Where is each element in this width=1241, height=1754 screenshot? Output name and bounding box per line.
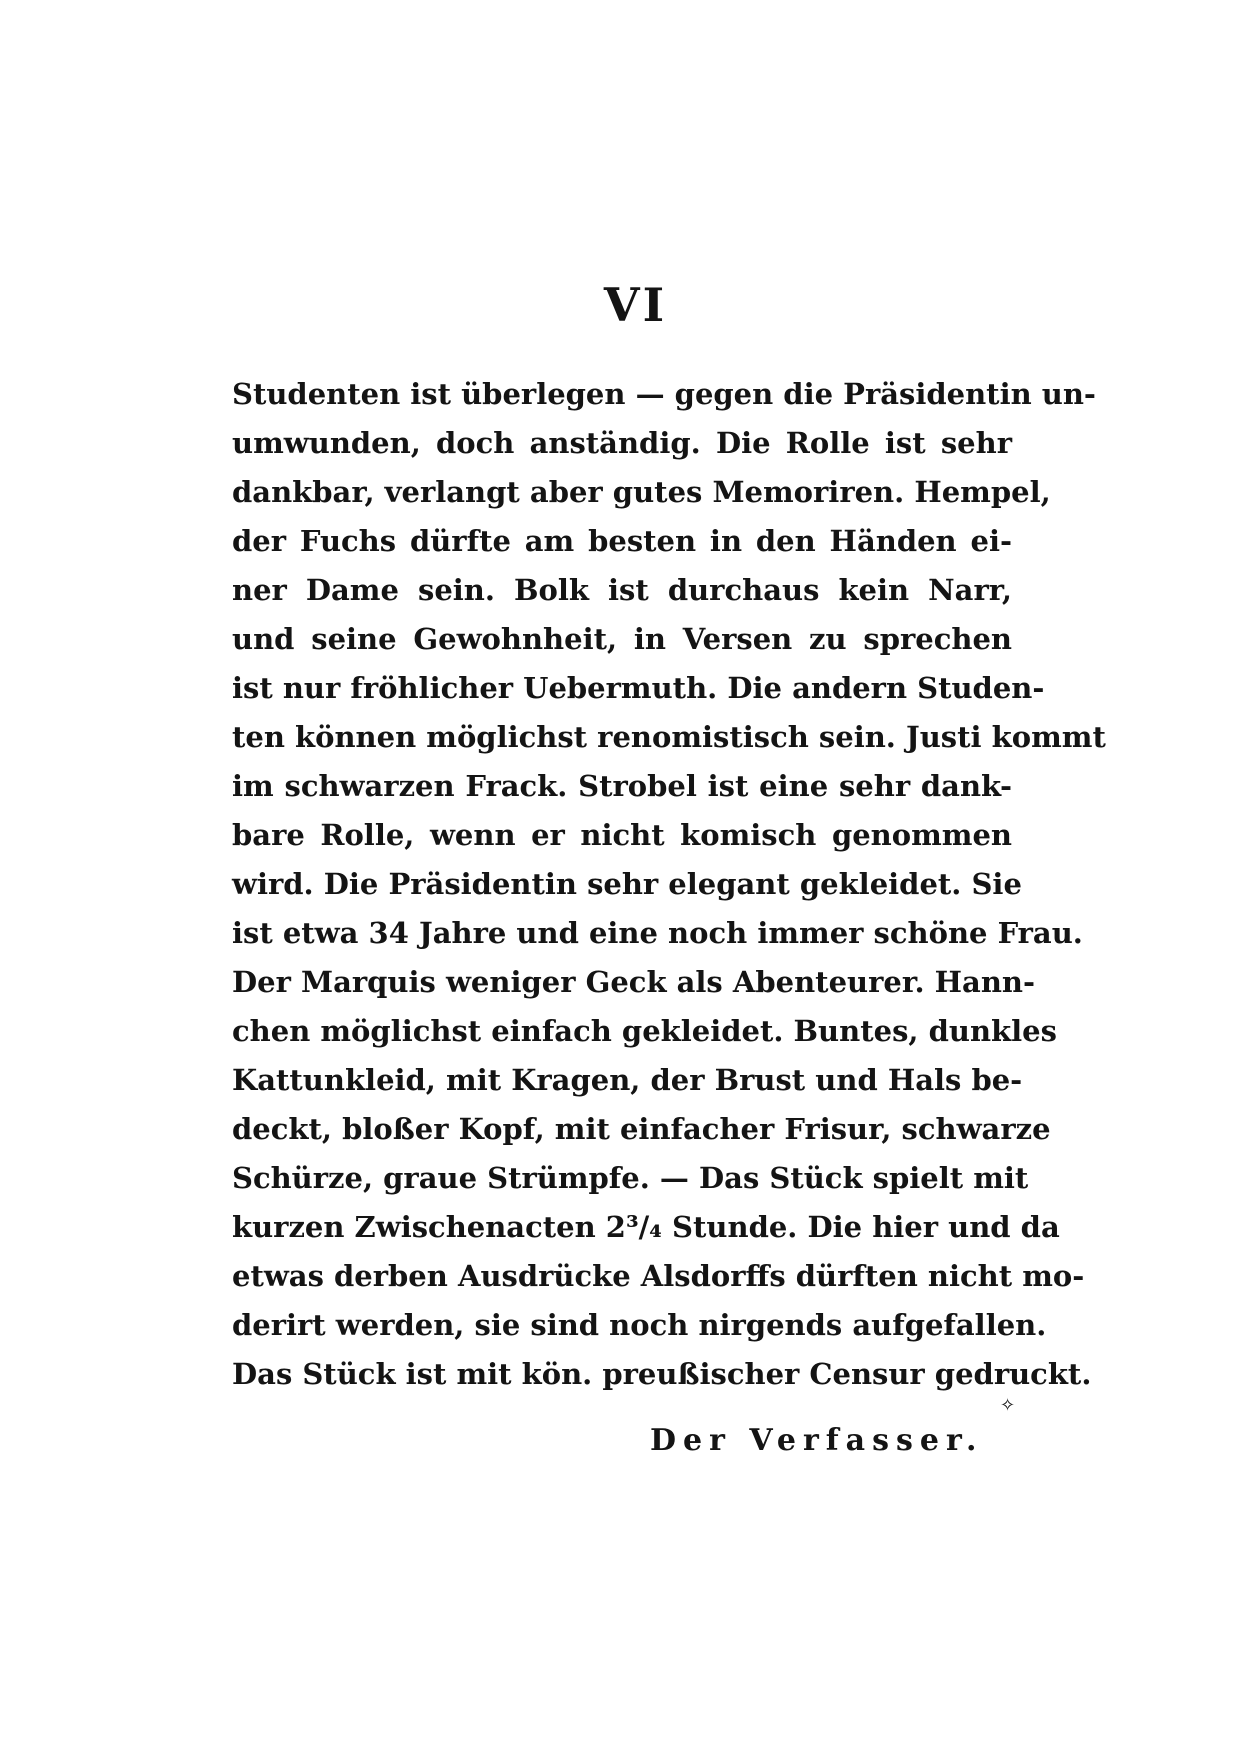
author-signature: Der Verfasser. bbox=[650, 1423, 984, 1458]
text-line: wird. Die Präsidentin sehr elegant gekleidet. Sie bbox=[232, 867, 1022, 901]
body-text bbox=[232, 370, 1106, 1399]
text-line: deckt, bloßer Kopf, mit einfacher Frisur, schwarze bbox=[232, 1112, 1051, 1146]
text-line: und seine Gewohnheit, in Versen zu sprechen bbox=[232, 622, 1012, 656]
text-line: ten können möglichst renomistisch sein. Justi kommt bbox=[232, 720, 1106, 754]
printer-mark-icon: ✧ bbox=[1000, 1395, 1016, 1416]
text-line: ner Dame sein. Bolk ist durchaus kein Narr, bbox=[232, 573, 1012, 607]
text-line: Studenten ist überlegen — gegen die Präsidentin un- bbox=[232, 377, 1096, 411]
page-number: VI bbox=[603, 278, 668, 332]
text-line: umwunden, doch anständig. Die Rolle ist sehr bbox=[232, 426, 1012, 460]
text-line: Schürze, graue Strümpfe. — Das Stück spielt mit bbox=[232, 1161, 1029, 1195]
text-line: etwas derben Ausdrücke Alsdorffs dürften nicht mo- bbox=[232, 1259, 1085, 1293]
text-line: im schwarzen Frack. Strobel ist eine sehr dank- bbox=[232, 769, 1012, 803]
text-line: ist etwa 34 Jahre und eine noch immer schöne Frau. bbox=[232, 916, 1083, 950]
text-line: chen möglichst einfach gekleidet. Buntes, dunkles bbox=[232, 1014, 1057, 1048]
text-line: der Fuchs dürfte am besten in den Händen ei- bbox=[232, 524, 1012, 558]
text-line: Das Stück ist mit kön. preußischer Censur gedruckt. bbox=[232, 1357, 1092, 1391]
text-line: dankbar, verlangt aber gutes Memoriren. Hempel, bbox=[232, 475, 1051, 509]
text-line: derirt werden, sie sind noch nirgends aufgefallen. bbox=[232, 1308, 1047, 1342]
text-line: Kattunkleid, mit Kragen, der Brust und Hals be- bbox=[232, 1063, 1023, 1097]
text-line: kurzen Zwischenacten 2³/₄ Stunde. Die hier und da bbox=[232, 1210, 1060, 1244]
text-line: ist nur fröhlicher Uebermuth. Die andern Studen- bbox=[232, 671, 1045, 705]
text-line: bare Rolle, wenn er nicht komisch genommen bbox=[232, 818, 1012, 852]
text-line: Der Marquis weniger Geck als Abenteurer. Hann- bbox=[232, 965, 1036, 999]
